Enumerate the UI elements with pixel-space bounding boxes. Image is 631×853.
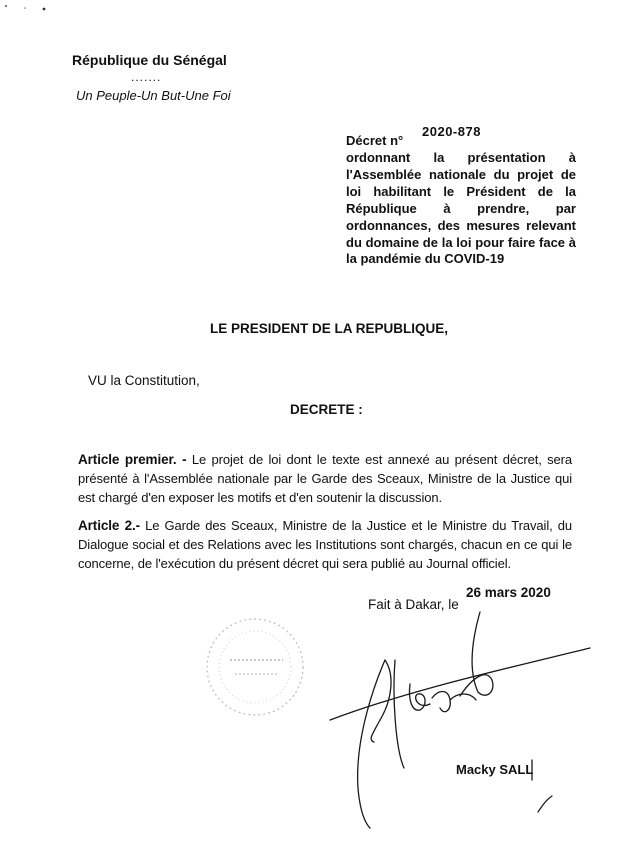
country-name: République du Sénégal: [72, 52, 227, 68]
vu-constitution: VU la Constitution,: [88, 373, 200, 388]
decree-summary: ordonnant la présentation à l'Assemblée nationale du projet de loi habilitant le Président de la République à prendre, par ordonnances, des mesures relevant du domaine de la loi pour faire face à la pandémie du COVID-19: [346, 150, 576, 267]
national-motto: Un Peuple-Un But-Une Foi: [76, 88, 231, 103]
article-title: Article premier. -: [78, 452, 187, 467]
signature-date: 26 mars 2020: [466, 585, 551, 600]
article-text: Le Garde des Sceaux, Ministre de la Justice et le Ministre du Travail, du Dialogue social et des Relations avec les Institutions sont chargés, chacun en ce qui le concerne, de l'exécution du présent décret qui sera publié au Journal officiel.: [78, 518, 573, 571]
separator-dots: .......: [131, 70, 162, 84]
scan-specks: [0, 0, 60, 20]
faded-stamp: [195, 612, 315, 722]
president-heading: LE PRESIDENT DE LA REPUBLIQUE,: [210, 321, 449, 336]
decree-number: 2020-878: [422, 124, 481, 139]
decrete-heading: DECRETE :: [290, 402, 363, 417]
article-premier: [78, 450, 572, 507]
article-2: [78, 516, 572, 573]
place-line: Fait à Dakar, le: [368, 597, 459, 612]
article-title: Article 2.-: [78, 518, 141, 533]
article-text: Le projet de loi dont le texte est annexé au présent décret, sera présenté à l'Assemblée nationale par le Garde des Sceaux, Ministre de la Justice qui est chargé d'en exposer les motifs et d'en soutenir la discussion.: [78, 452, 572, 505]
decree-label: Décret n°: [346, 133, 404, 148]
handwritten-signature: [300, 600, 600, 830]
signatory-name: Macky SALL: [456, 762, 534, 777]
